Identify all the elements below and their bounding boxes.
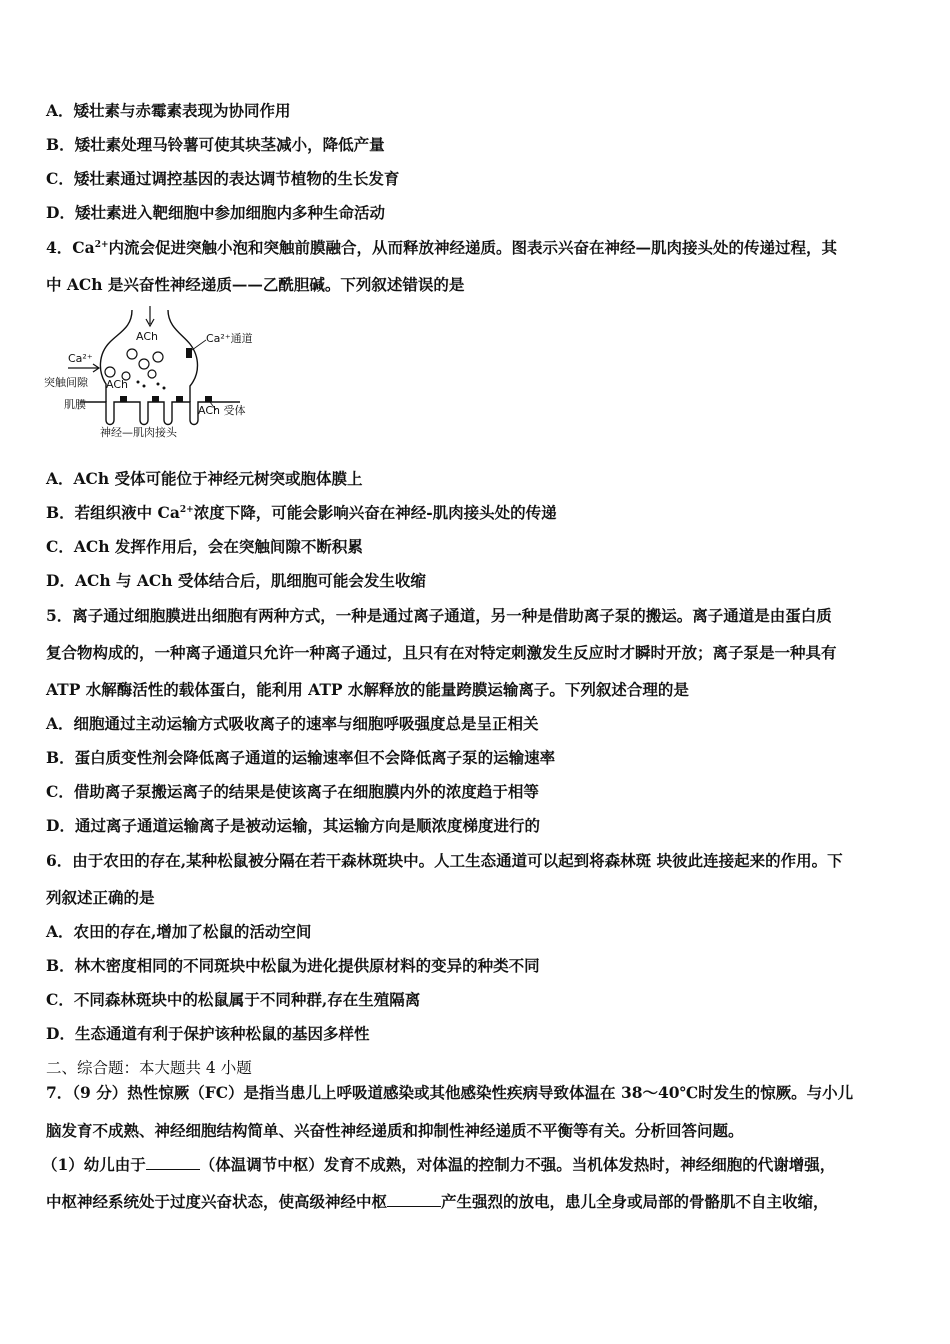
option-text-post: 浓度下降，可能会影响兴奋在神经-肌肉接头处的传递 xyxy=(193,503,557,522)
sub-question-text: 中枢神经系统处于过度兴奋状态，使高级神经中枢 xyxy=(46,1192,388,1211)
q7-sub1-line1 xyxy=(42,1155,835,1175)
ach-dot xyxy=(137,381,140,384)
q5-stem-line1: 5．离子通过细胞膜进出细胞有两种方式，一种是通过离子通道，另一种是借助离子泵的搬运。离子通道是由蛋白质 xyxy=(46,606,832,625)
vesicle xyxy=(148,370,156,378)
ach-receptor xyxy=(205,396,212,402)
label-ach-mid: ACh xyxy=(106,378,128,391)
ach-dot xyxy=(143,385,146,388)
q5-option-d xyxy=(46,816,540,836)
option-letter: B． xyxy=(46,503,75,522)
q5-option-b xyxy=(46,748,555,768)
option-letter: C． xyxy=(46,169,74,188)
ca-charge: 2+ xyxy=(179,504,194,515)
q3-option-a xyxy=(46,101,291,121)
label-ach-top: ACh xyxy=(136,330,158,343)
option-letter: B． xyxy=(46,956,75,975)
option-text: 蛋白质变性剂会降低离子通道的运输速率但不会降低离子泵的运输速率 xyxy=(74,748,556,767)
ca-channel-pointer xyxy=(192,340,206,350)
q3-option-b xyxy=(46,135,385,155)
vesicle xyxy=(127,349,137,359)
question-number: 4． xyxy=(46,238,73,257)
stem-text: 内流会促进突触小泡和突触前膜融合，从而释放神经递质。图表示兴奋在神经—肌肉接头处的传递过程，其 xyxy=(108,238,838,257)
q6-option-a xyxy=(46,922,311,942)
option-text: 细胞通过主动运输方式吸收离子的速率与细胞呼吸强度总是呈正相关 xyxy=(73,714,539,733)
q6-option-d xyxy=(46,1024,369,1044)
option-text: 矮壮素进入靶细胞中参加细胞内多种生命活动 xyxy=(74,203,385,222)
ach-receptor xyxy=(176,396,183,402)
answer-blank[interactable] xyxy=(387,1192,441,1207)
q4-stem-line2: 中 ACh 是兴奋性神经递质——乙酰胆碱。下列叙述错误的是 xyxy=(46,275,465,294)
option-text: ACh 与 ACh 受体结合后，肌细胞可能会发生收缩 xyxy=(74,571,426,590)
q4-option-a xyxy=(46,469,363,489)
ach-dot xyxy=(157,383,160,386)
arrow-into-terminal xyxy=(146,306,154,326)
option-text: 矮壮素处理马铃薯可使其块茎减小，降低产量 xyxy=(74,135,385,154)
option-text: ACh 发挥作用后，会在突触间隙不断积累 xyxy=(73,537,363,556)
option-letter: B． xyxy=(46,135,75,154)
q7-stem-line2: 脑发育不成熟、神经细胞结构简单、兴奋性神经递质和抑制性神经递质不平衡等有关。分析回答问题。 xyxy=(46,1121,744,1140)
option-text: ACh 受体可能位于神经元树突或胞体膜上 xyxy=(73,469,363,488)
ca-symbol: Ca xyxy=(72,238,95,257)
option-letter: B． xyxy=(46,748,75,767)
option-letter: C． xyxy=(46,990,74,1009)
q6-stem-line2: 列叙述正确的是 xyxy=(46,888,155,907)
q4-option-b xyxy=(46,503,557,523)
option-text: 矮壮素与赤霉素表现为协同作用 xyxy=(73,101,291,120)
option-text: 林木密度相同的不同斑块中松鼠为进化提供原材料的变异的种类不同 xyxy=(74,956,540,975)
option-text: 生态通道有利于保护该种松鼠的基因多样性 xyxy=(74,1024,370,1043)
option-letter: D． xyxy=(46,571,75,590)
q6-option-b xyxy=(46,956,540,976)
option-letter: A． xyxy=(46,101,74,120)
ca-channel xyxy=(186,348,192,358)
q5-option-a xyxy=(46,714,539,734)
option-letter: D． xyxy=(46,1024,75,1043)
q4-option-c xyxy=(46,537,363,557)
label-ca-in: Ca²⁺ xyxy=(68,352,93,365)
vesicle xyxy=(153,352,163,362)
option-text: 借助离子泵搬运离子的结果是使该离子在细胞膜内外的浓度趋于相等 xyxy=(73,782,539,801)
ach-receptor xyxy=(152,396,159,402)
q3-option-d xyxy=(46,203,385,223)
label-cleft: 突触间隙 xyxy=(44,376,88,389)
q3-option-c xyxy=(46,169,399,189)
sub-question-text: （体温调节中枢）发育不成熟，对体温的控制力不强。当机体发热时，神经细胞的代谢增强， xyxy=(199,1155,836,1174)
option-text: 通过离子通道运输离子是被动运输，其运输方向是顺浓度梯度进行的 xyxy=(74,816,540,835)
q4-stem-line1 xyxy=(46,238,837,258)
option-letter: C． xyxy=(46,782,74,801)
label-ca-channel: Ca²⁺通道 xyxy=(206,332,253,345)
vesicle xyxy=(105,367,115,377)
ach-dot xyxy=(163,387,166,390)
q6-option-c xyxy=(46,990,420,1010)
answer-blank[interactable] xyxy=(146,1155,200,1170)
option-letter: A． xyxy=(46,714,74,733)
q5-option-c xyxy=(46,782,539,802)
vesicle xyxy=(139,359,149,369)
option-text-pre: 若组织液中 Ca xyxy=(74,503,180,522)
option-letter: D． xyxy=(46,816,75,835)
figure-caption: 神经—肌肉接头 xyxy=(100,426,177,439)
neuromuscular-junction-figure xyxy=(40,302,265,447)
label-membrane: 肌膜 xyxy=(64,398,86,411)
sub-question-text: （1）幼儿由于 xyxy=(42,1155,146,1174)
option-letter: A． xyxy=(46,922,74,941)
q7-stem-line1: 7．（9 分）热性惊厥（FC）是指当患儿上呼吸道感染或其他感染性疾病导致体温在 38～40℃时发生的惊厥。与小儿 xyxy=(46,1083,854,1102)
q6-stem-line1: 6．由于农田的存在,某种松鼠被分隔在若干森林斑块中。人工生态通道可以起到将森林斑 块彼此连接起来的作用。下 xyxy=(46,851,843,870)
option-letter: C． xyxy=(46,537,74,556)
q5-stem-line3: ATP 水解酶活性的载体蛋白，能利用 ATP 水解释放的能量跨膜运输离子。下列叙述合理的是 xyxy=(46,680,689,699)
option-letter: A． xyxy=(46,469,74,488)
sub-question-text: 产生强烈的放电，患儿全身或局部的骨骼肌不自主收缩， xyxy=(441,1192,829,1211)
option-text: 矮壮素通过调控基因的表达调节植物的生长发育 xyxy=(73,169,400,188)
ach-receptor xyxy=(120,396,127,402)
option-letter: D． xyxy=(46,203,75,222)
option-text: 不同森林斑块中的松鼠属于不同种群,存在生殖隔离 xyxy=(73,990,421,1009)
q5-stem-line2: 复合物构成的，一种离子通道只允许一种离子通过，且只有在对特定刺激发生反应时才瞬时开放；离子泵是一种具有 xyxy=(46,643,837,662)
q7-sub1-line2 xyxy=(46,1192,829,1212)
label-receptor: ACh 受体 xyxy=(198,404,246,417)
ca-entry-arrow xyxy=(68,364,99,372)
q4-option-d xyxy=(46,571,426,591)
option-text: 农田的存在,增加了松鼠的活动空间 xyxy=(73,922,312,941)
ca-charge: 2+ xyxy=(94,239,109,250)
section-heading: 二、综合题：本大题共 4 小题 xyxy=(46,1059,252,1077)
